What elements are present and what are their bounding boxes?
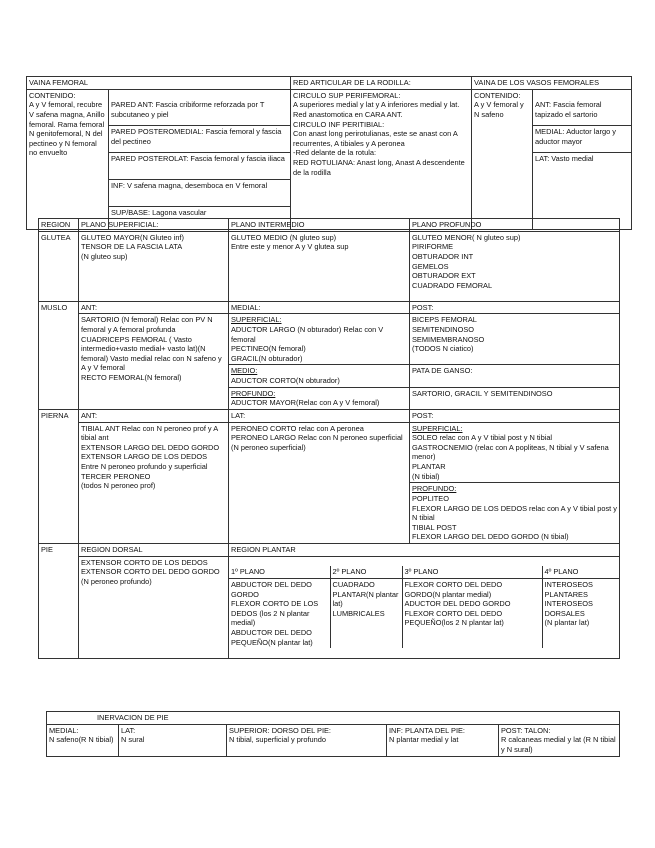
plano2: CUADRADO PLANTAR(N plantar lat) LUMBRICALES	[330, 578, 402, 648]
pierna-superficial-title: SUPERFICIAL:	[412, 423, 463, 433]
region-pie: PIE	[39, 544, 79, 659]
vaina-vasos-contenido: CONTENIDO: A y V femoral y N safeno	[472, 89, 533, 229]
muslo-superficial: ADUCTOR LARGO (N obturador) Relac con V femoral PECTINEO(N femoral) GRACIL(N obturador)	[231, 324, 384, 363]
header-region: REGION	[39, 219, 79, 232]
inervacion-table	[46, 711, 620, 757]
plano4: INTEROSEOS PLANTARES INTEROSEOS DORSALES (N plantar lat)	[542, 578, 619, 648]
muslo-profundo-cell	[229, 387, 410, 409]
pie-dorsal-title: REGION DORSAL	[79, 544, 229, 557]
muslo-superficial-title: SUPERFICIAL:	[231, 315, 282, 325]
pared-posterolat: PARED POSTEROLAT: Fascia femoral y fascia iliaca	[109, 153, 290, 180]
vaina-femoral-walls	[109, 89, 291, 229]
muslo-pata-title: PATA DE GANSO:	[410, 365, 620, 387]
glutea-profundo: GLUTEO MENOR( N gluteo sup) PIRIFORME OBTURADOR INT GEMELOS OBTURADOR EXT CUADRADO FEMORAL	[410, 231, 620, 301]
muslo-ant: SARTORIO (N femoral) Relac con PV N femoral y A femoral profunda CUADRICEPS FEMORAL ( Vasto intermedio+vasto medial+ vasto lat)(N femoral) Vasto medial relac con N safeno y A y V femoral RECTO FEMORAL(N femoral)	[79, 314, 229, 410]
vaina-vasos-medial: MEDIAL: Aductor largo y aductor mayor	[533, 126, 631, 153]
pierna-lat: PERONEO CORTO relac con A peronea PERONEO LARGO Relac con N peroneo superficial (N peroneo superficial)	[229, 422, 410, 544]
muslo-profundo: ADUCTOR MAYOR(Relac con A y V femoral)	[231, 398, 380, 408]
inervacion-lat: LAT: N sural	[119, 724, 227, 756]
muslo-pata: SARTORIO, GRACIL Y SEMITENDINOSO	[410, 387, 620, 409]
vaina-vasos-ant: ANT: Fascia femoral tapizado el sartorio	[533, 99, 631, 126]
region-glutea: GLUTEA	[39, 231, 79, 301]
vaina-vasos-sides	[533, 89, 632, 229]
vaina-vasos-title: VAINA DE LOS VASOS FEMORALES	[472, 77, 632, 90]
muslo-medio-cell	[229, 365, 410, 387]
pierna-superficial: SOLEO relac con A y V tibial post y N tibial GASTROCNEMIO (relac con A popliteas, N tibial y V safena menor) PLANTAR (N tibial)	[412, 433, 609, 481]
inervacion-post: POST: TALON: R calcaneas medial y lat (R N tibial y N sural)	[499, 724, 620, 756]
plano1: ABDUCTOR DEL DEDO GORDO FLEXOR CORTO DE LOS DEDOS (los 2 N plantar medial) ABDUCTOR DEL DEDO PEQUEÑO(N plantar lat)	[229, 578, 330, 648]
muslo-medio-title: MEDIO:	[231, 366, 258, 376]
region-table	[38, 218, 620, 659]
red-articular-title: RED ARTICULAR DE LA RODILLA:	[291, 77, 472, 90]
plano1-title: 1º PLANO	[229, 566, 330, 578]
muslo-ant-title: ANT:	[79, 301, 229, 314]
muslo-profundo-title: PROFUNDO:	[231, 388, 276, 398]
plano3: FLEXOR CORTO DEL DEDO GORDO(N plantar medial) ADUCTOR DEL DEDO GORDO FLEXOR CORTO DEL DEDO PEQUEÑO(los 2 N plantar lat)	[402, 578, 542, 648]
vaina-vasos-lat: LAT: Vasto medial	[533, 153, 631, 216]
muslo-post-title: POST:	[410, 301, 620, 314]
pie-plantar-planos	[229, 556, 620, 658]
pie-dorsal: EXTENSOR CORTO DE LOS DEDOS EXTENSOR CORTO DEL DEDO GORDO (N peroneo profundo)	[79, 556, 229, 658]
inervacion-title: INERVACION DE PIE	[47, 712, 620, 725]
vaina-table	[26, 76, 632, 230]
muslo-medial-title: MEDIAL:	[229, 301, 410, 314]
pierna-ant-title: ANT:	[79, 409, 229, 422]
inervacion-inf: INF: PLANTA DEL PIE: N plantar medial y lat	[387, 724, 499, 756]
pierna-profundo-title: PROFUNDO:	[412, 484, 457, 494]
region-muslo: MUSLO	[39, 301, 79, 409]
muslo-post: BICEPS FEMORAL SEMITENDINOSO SEMIMEMBRANOSO (TODOS N ciatico)	[410, 314, 620, 365]
pared-inf: INF: V safena magna, desemboca en V femoral	[109, 180, 290, 207]
pared-ant: PARED ANT: Fascia cribiforme reforzada por T subcutaneo y piel	[109, 99, 290, 126]
pierna-superficial-cell	[410, 422, 620, 483]
vaina-femoral-contenido: CONTENIDO: A y V femoral, recubre V safena magna, Anillo femoral. Rama femoral N genitofemoral, N del pectineo y N femoral no envuelto	[27, 89, 109, 229]
glutea-intermedio: GLUTEO MEDIO (N gluteo sup) Entre este y menor A y V glutea sup	[229, 231, 410, 301]
plano2-title: 2º PLANO	[330, 566, 402, 578]
pierna-ant: TIBIAL ANT Relac con N peroneo prof y A tibial ant EXTENSOR LARGO DEL DEDO GORDO EXTENSOR LARGO DE LOS DEDOS Entre N peroneo profundo y superficial TERCER PERONEO (todos N peroneo prof)	[79, 422, 229, 544]
header-intermedio: PLANO INTERMEDIO	[229, 219, 410, 232]
pierna-lat-title: LAT:	[229, 409, 410, 422]
vaina-femoral-title: VAINA FEMORAL	[27, 77, 291, 90]
plantar-planos-table	[229, 566, 619, 648]
pie-plantar-title: REGION PLANTAR	[229, 544, 620, 557]
muslo-medio: ADUCTOR CORTO(N obturador)	[231, 376, 340, 385]
header-superficial: PLANO SUPERFICIAL:	[79, 219, 229, 232]
plano4-title: 4º PLANO	[542, 566, 619, 578]
plano3-title: 3º PLANO	[402, 566, 542, 578]
muslo-superficial-cell	[229, 314, 410, 365]
pierna-post-title: POST:	[410, 409, 620, 422]
red-articular-text: CIRCULO SUP PERIFEMORAL: A superiores medial y lat y A inferiores medial y lat. Red anastomotica en CARA ANT. CIRCULO INF PERITIBIAL: Con anast long perirotulianas, este se anast con A recurrentes, A tibiales y A peronea -Red delante de la rotula: RED ROTULIANA: Anast long, Anast A descendente de la rodilla	[291, 89, 472, 229]
region-pierna: PIERNA	[39, 409, 79, 543]
pierna-profundo-cell	[410, 483, 620, 544]
inervacion-medial: MEDIAL: N safeno(R N tibial)	[47, 724, 119, 756]
pared-posteromedial: PARED POSTEROMEDIAL: Fascia femoral y fascia del pectineo	[109, 126, 290, 153]
glutea-superficial: GLUTEO MAYOR(N Gluteo inf) TENSOR DE LA FASCIA LATA (N gluteo sup)	[79, 231, 229, 301]
pierna-profundo: POPLITEO FLEXOR LARGO DE LOS DEDOS relac con A y V tibial post y N tibial TIBIAL POST FLEXOR LARGO DEL DEDO GORDO (N tibial)	[412, 493, 617, 542]
inervacion-superior: SUPERIOR: DORSO DEL PIE: N tibial, superficial y profundo	[227, 724, 387, 756]
pared-sup: SUP/BASE: Lagona vascular	[109, 207, 290, 219]
header-profundo: PLANO PROFUNDO	[410, 219, 620, 232]
